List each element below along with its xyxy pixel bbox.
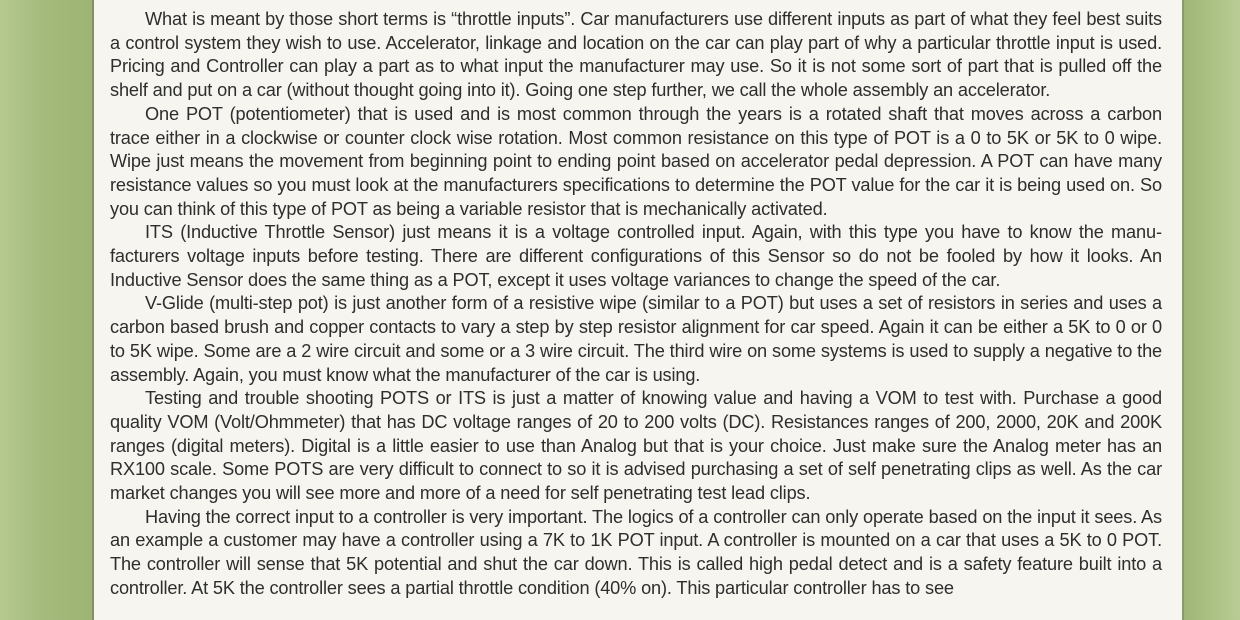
page-background-right bbox=[1184, 0, 1240, 620]
page-background-left bbox=[0, 0, 92, 620]
paragraph-its: ITS (Inductive Throttle Sensor) just means it is a voltage controlled input. Again, with this type you have to know the manufacturers voltage inputs before testing. There are different configurations of this Sensor so do not be fooled by how it looks. An Inductive Sensor does the same thing as a POT, except it uses voltage variances to change the speed of the car. bbox=[110, 222, 1162, 290]
paragraph-pot: One POT (potentiometer) that is used and is most common through the years is a rotated shaft that moves across a carbon trace either in a clockwise or counter clock wise rotation. Most common resistance on this type of POT is a 0 to 5K or 5K to 0 wipe. Wipe just means the movement from beginning point to ending point based on accelerator pedal depression. A POT can have many resistance values so you must look at the manufacturers specifications to determine the POT value for the car it is being used on. So you can think of this type of POT as being a variable resistor that is mechanically activated. bbox=[110, 103, 1162, 219]
document-page bbox=[94, 0, 1182, 620]
paragraph-v-glide: V-Glide (multi-step pot) is just another form of a resistive wipe (similar to a POT) but uses a set of resistors in series and uses a carbon based brush and copper contacts to vary a step by step resistor alignment for car speed. Again it can be either a 5K to 0 or 0 to 5K wipe. Some are a 2 wire circuit and some or a 3 wire circuit. The third wire on some systems is used to supply a negative to the assembly. Again, you must know what the manufacturer of the car is using. bbox=[110, 293, 1162, 385]
paragraph-correct-input: Having the correct input to a controller is very important. The logics of a controller can only operate based on the input it sees. As an example a customer may have a controller using a 7K to 1K POT input. A controller is mounted on a car that uses a 5K to 0 POT. The controller will sense that 5K potential and shut the car down. This is called high pedal detect and is a safety feature built into a controller. At 5K the controller sees a partial throttle condition (40% on). This particular controller has to see bbox=[110, 506, 1162, 598]
article-body bbox=[110, 8, 1162, 601]
paragraph-testing: Testing and trouble shooting POTS or ITS is just a matter of knowing value and having a VOM to test with. Purchase a good quality VOM (Volt/Ohmmeter) that has DC voltage ranges of 20 to 200 volts (DC). Resistances ranges of 200, 2000, 20K and 200K ranges (digital meters). Digital is a little easier to use than Analog but that is your choice. Just make sure the Analog meter has an RX100 scale. Some POTS are very difficult to connect to so it is advised purchasing a set of self penetrating clips as well. As the car market changes you will see more and more of a need for self penetrating test lead clips. bbox=[110, 388, 1162, 504]
paragraph-throttle-inputs: What is meant by those short terms is “throttle inputs”. Car manufacturers use different inputs as part of what they feel best suits a control system they wish to use. Accelerator, linkage and location on the car can play part of why a particular throttle input is used. Pricing and Controller can play a part as to what input the manufacturer may use. So it is not some sort of part that is pulled off the shelf and put on a car (without thought going into it). Going one step further, we call the whole assembly an accelerator. bbox=[110, 9, 1162, 101]
